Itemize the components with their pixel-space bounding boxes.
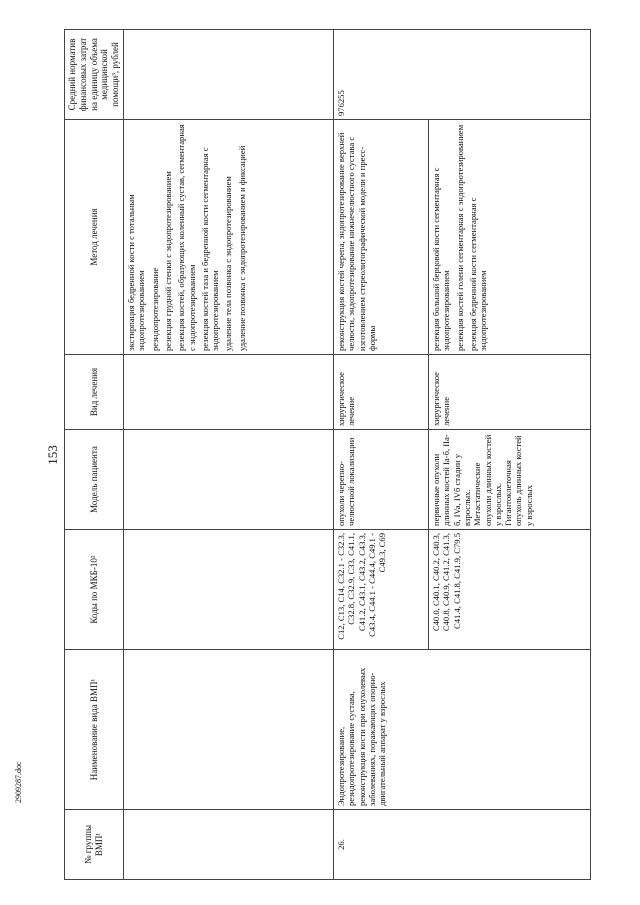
group-row-2 (428, 30, 590, 880)
page-number: 153 (45, 445, 60, 465)
group-cost-cont (428, 30, 590, 120)
method-item: резекция грудной стенки с эндопротезированием (162, 171, 173, 351)
method-item: удаление тела позвонка с эндопротезированием (223, 176, 234, 351)
header-codes: Коды по МКБ-10² (65, 530, 124, 650)
method-item: резекция большой берцовой кости сегментарная с эндопротезированием (430, 167, 452, 351)
method-item: резекция костей, образующих коленный сустав, сегментарная с эндопротезированием (176, 124, 197, 351)
cont-model (123, 430, 333, 530)
row1-codes: C12, C13, C14, C32.1 - C32.3, C32.8, C32.9, C33, C41.1, C41.2, C43.1, C43.2, C43.3, C43.4, C44.1 - C44.4, C49.1 - C49.3, C69 (333, 530, 428, 650)
group-row-1 (333, 30, 428, 880)
cont-cost (123, 30, 333, 120)
footer-filename: 2909287.doc (14, 761, 23, 803)
header-row (65, 30, 124, 880)
header-name: Наименование вида ВМП¹ (65, 650, 124, 810)
row1-type: хирургическое лечение (333, 355, 428, 430)
header-method: Метод лечения (65, 120, 124, 355)
row1-methods (333, 120, 428, 355)
row2-type: хирургическое лечение (428, 355, 590, 430)
continuation-row (123, 30, 333, 880)
group-name-cont (428, 650, 590, 810)
cont-methods (123, 120, 333, 355)
rotated-table-container (64, 30, 589, 880)
row2-model: первичные опухоли длинных костей Ia-б, IIa-б, IVa, IVб стадии у взрослых. Метастатические опухоли длинных костей у взрослых. Гигантоклеточная опухоль длинных костей у взрослых (428, 430, 590, 530)
vmp-table (64, 29, 591, 880)
method-item: экстирпация бедренной кости с тотальным эндопротезированием (125, 194, 147, 351)
row1-model: опухоли черепно-челюстной локализации (333, 430, 428, 530)
header-model: Модель пациента (65, 430, 124, 530)
cont-codes (123, 530, 333, 650)
method-item: удаление позвонка с эндопротезированием и фиксацией (236, 145, 247, 351)
cont-num (123, 810, 333, 880)
header-type: Вид лечения (65, 355, 124, 430)
header-cost: Средний норматив финансовых затрат на единицу объема медицинской помощи³, рублей (65, 30, 124, 120)
group-num-cont (428, 810, 590, 880)
method-item: резекция костей голени сегментарная с эндопротезированием (454, 124, 465, 351)
group-cost: 976255 (333, 30, 428, 120)
cont-name (123, 650, 333, 810)
row2-codes: C40.0, C40.1, C40.2, C40.3, C40.8, C40.9, C41.2, C41.3, C41.4, C41.8, C41.9, C79.5 (428, 530, 590, 650)
method-item: резекция бедренной кости сегментарная с эндопротезированием (467, 197, 489, 351)
method-item: реэндопротезирование (149, 267, 160, 351)
method-item: реконструкция костей черепа, эндопротезирование верхней челюсти, эндопротезирование нижнечелюстного сустава с изготовлением стереолитографической модели и пресс-формы (335, 132, 377, 351)
group-num: 26. (333, 810, 428, 880)
header-num: № группы ВМП¹ (65, 810, 124, 880)
cont-type (123, 355, 333, 430)
row2-methods (428, 120, 590, 355)
method-item: резекция костей таза и бедренной кости сегментарная с эндопротезированием (199, 147, 221, 351)
group-name: Эндопротезирование, реэндопротезирование сустава, реконструкция кости при опухолевых заболеваниях, поражающих опорно-двигательный аппарат у взрослых (333, 650, 428, 810)
